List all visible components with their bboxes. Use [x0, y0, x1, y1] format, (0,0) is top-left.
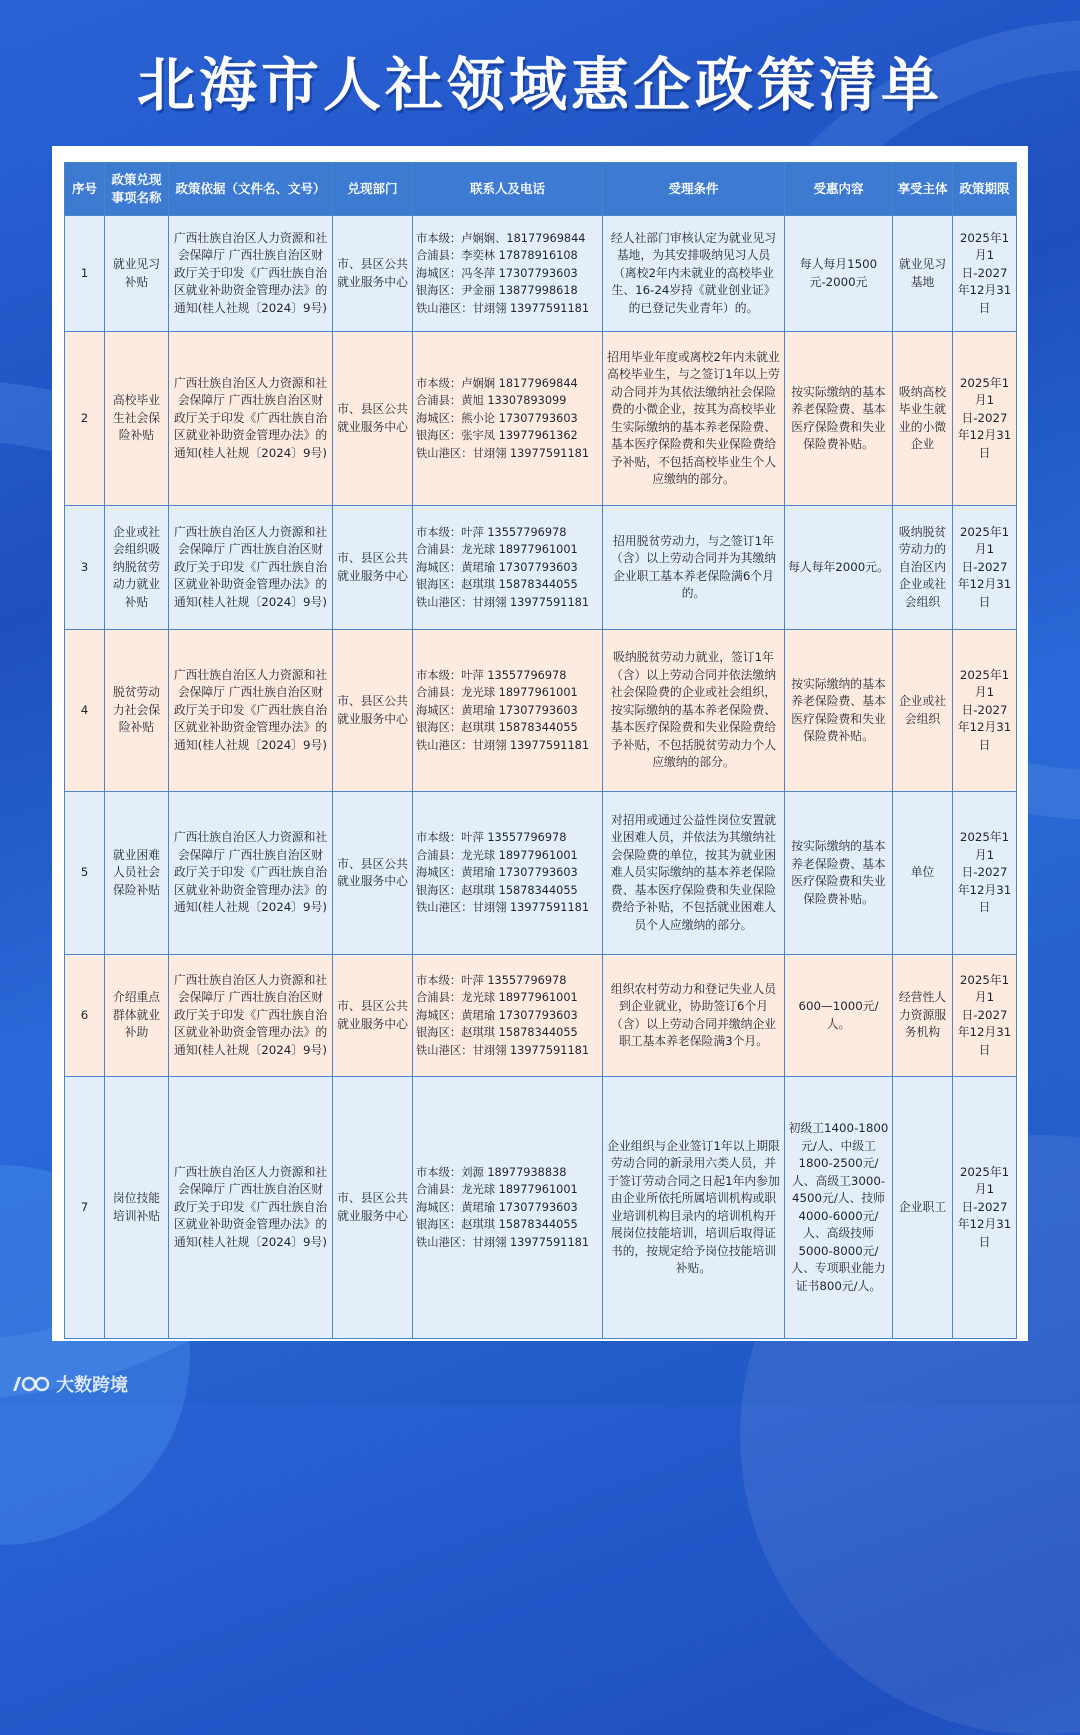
table-header-row [65, 163, 1017, 216]
contact-line: 海城区：黄珺瑜 17307793603 [416, 866, 578, 880]
row-policy-name: 企业或社会组织吸纳脱贫劳动力就业补贴 [105, 506, 169, 630]
table-row [65, 506, 1017, 630]
contact-line: 铁山港区：甘翊翎 13977591181 [416, 901, 590, 915]
row-dept: 市、县区公共就业服务中心 [333, 630, 413, 792]
row-period: 2025年1月1日-2027年12月31日 [953, 955, 1017, 1077]
row-contacts [413, 792, 603, 955]
row-policy-name: 就业见习补贴 [105, 216, 169, 332]
header-contacts: 联系人及电话 [413, 163, 603, 216]
contact-line: 海城区：黄珺瑜 17307793603 [416, 1008, 578, 1022]
table-row [65, 792, 1017, 955]
row-period: 2025年1月1日-2027年12月31日 [953, 216, 1017, 332]
contact-line: 银海区：赵琪琪 15878344055 [416, 578, 578, 592]
row-no: 1 [65, 216, 105, 332]
row-subject: 企业职工 [893, 1077, 953, 1339]
header-dept: 兑现部门 [333, 163, 413, 216]
policy-table-panel [52, 146, 1028, 1341]
table-row [65, 630, 1017, 792]
contact-line: 海城区：熊小论 17307793603 [416, 411, 578, 425]
contact-line: 合浦县：龙光球 18977961001 [416, 543, 578, 557]
contact-line: 市本级：叶萍 13557796978 [416, 525, 567, 539]
row-dept: 市、县区公共就业服务中心 [333, 792, 413, 955]
row-subject: 单位 [893, 792, 953, 955]
row-dept: 市、县区公共就业服务中心 [333, 955, 413, 1077]
row-condition: 组织农村劳动力和登记失业人员到企业就业，协助签订6个月（含）以上劳动合同并缴纳企业职工基本养老保险满3个月。 [603, 955, 785, 1077]
row-no: 3 [65, 506, 105, 630]
contact-line: 铁山港区：甘翊翎 13977591181 [416, 301, 590, 315]
brand-watermark [10, 1371, 128, 1397]
contact-line: 海城区：黄珺瑜 17307793603 [416, 560, 578, 574]
contact-line: 铁山港区：甘翊翎 13977591181 [416, 446, 590, 460]
row-subject: 就业见习基地 [893, 216, 953, 332]
row-subject: 企业或社会组织 [893, 630, 953, 792]
row-basis: 广西壮族自治区人力资源和社会保障厅 广西壮族自治区财政厅关于印发《广西壮族自治区就业补助资金管理办法》的通知(桂人社规〔2024〕9号) [169, 332, 333, 506]
row-contacts [413, 506, 603, 630]
header-condition: 受理条件 [603, 163, 785, 216]
header-name: 政策兑现事项名称 [105, 163, 169, 216]
contact-line: 合浦县：李奕林 17878916108 [416, 249, 578, 263]
contact-line: 铁山港区：甘翊翎 13977591181 [416, 738, 590, 752]
row-subject: 经营性人力资源服务机构 [893, 955, 953, 1077]
contact-line: 铁山港区：甘翊翎 13977591181 [416, 595, 590, 609]
contact-line: 铁山港区：甘翊翎 13977591181 [416, 1043, 590, 1057]
row-no: 4 [65, 630, 105, 792]
contact-line: 银海区：张宇凤 13977961362 [416, 429, 578, 443]
header-subject: 享受主体 [893, 163, 953, 216]
row-policy-name: 介绍重点群体就业补助 [105, 955, 169, 1077]
row-period: 2025年1月1日-2027年12月31日 [953, 630, 1017, 792]
row-dept: 市、县区公共就业服务中心 [333, 332, 413, 506]
contact-line: 市本级：叶萍 13557796978 [416, 973, 567, 987]
row-benefit: 按实际缴纳的基本养老保险费、基本医疗保险费和失业保险费补贴。 [785, 332, 893, 506]
row-condition: 招用脱贫劳动力，与之签订1年（含）以上劳动合同并为其缴纳企业职工基本养老保险满6个月的。 [603, 506, 785, 630]
row-no: 6 [65, 955, 105, 1077]
row-benefit: 按实际缴纳的基本养老保险费、基本医疗保险费和失业保险费补贴。 [785, 630, 893, 792]
contact-line: 铁山港区：甘翊翎 13977591181 [416, 1235, 590, 1249]
contact-line: 海城区：冯冬萍 17307793603 [416, 266, 578, 280]
row-dept: 市、县区公共就业服务中心 [333, 216, 413, 332]
row-policy-name: 岗位技能培训补贴 [105, 1077, 169, 1339]
table-row [65, 216, 1017, 332]
row-policy-name: 就业困难人员社会保险补贴 [105, 792, 169, 955]
row-subject: 吸纳脱贫劳动力的自治区内企业或社会组织 [893, 506, 953, 630]
table-row [65, 1077, 1017, 1339]
row-policy-name: 脱贫劳动力社会保险补贴 [105, 630, 169, 792]
row-basis: 广西壮族自治区人力资源和社会保障厅 广西壮族自治区财政厅关于印发《广西壮族自治区就业补助资金管理办法》的通知(桂人社规〔2024〕9号) [169, 216, 333, 332]
row-contacts [413, 955, 603, 1077]
table-row [65, 332, 1017, 506]
contact-line: 银海区：赵琪琪 15878344055 [416, 883, 578, 897]
contact-line: 市本级：叶萍 13557796978 [416, 831, 567, 845]
row-basis: 广西壮族自治区人力资源和社会保障厅 广西壮族自治区财政厅关于印发《广西壮族自治区就业补助资金管理办法》的通知(桂人社规〔2024〕9号) [169, 955, 333, 1077]
row-contacts [413, 216, 603, 332]
row-benefit: 每人每月1500元-2000元 [785, 216, 893, 332]
contact-line: 银海区：赵琪琪 15878344055 [416, 1218, 578, 1232]
row-contacts [413, 630, 603, 792]
row-basis: 广西壮族自治区人力资源和社会保障厅 广西壮族自治区财政厅关于印发《广西壮族自治区就业补助资金管理办法》的通知(桂人社规〔2024〕9号) [169, 1077, 333, 1339]
row-no: 7 [65, 1077, 105, 1339]
contact-line: 合浦县：黄旭 13307893099 [416, 394, 567, 408]
header-basis: 政策依据（文件名、文号） [169, 163, 333, 216]
header-period: 政策期限 [953, 163, 1017, 216]
contact-line: 海城区：黄珺瑜 17307793603 [416, 1200, 578, 1214]
contact-line: 海城区：黄珺瑜 17307793603 [416, 703, 578, 717]
row-condition: 经人社部门审核认定为就业见习基地，为其安排吸纳见习人员（离校2年内未就业的高校毕业生、16-24岁持《就业创业证》的已登记失业青年）的。 [603, 216, 785, 332]
row-no: 2 [65, 332, 105, 506]
contact-line: 银海区：赵琪琪 15878344055 [416, 721, 578, 735]
contact-line: 合浦县：龙光球 18977961001 [416, 848, 578, 862]
row-benefit: 按实际缴纳的基本养老保险费、基本医疗保险费和失业保险费补贴。 [785, 792, 893, 955]
row-condition: 企业组织与企业签订1年以上期限劳动合同的新录用六类人员，并于签订劳动合同之日起1年内参加由企业所依托所属培训机构或职业培训机构目录内的培训机构开展岗位技能培训，培训后取得证书的，按规定给予岗位技能培训补贴。 [603, 1077, 785, 1339]
row-dept: 市、县区公共就业服务中心 [333, 506, 413, 630]
row-period: 2025年1月1日-2027年12月31日 [953, 332, 1017, 506]
row-policy-name: 高校毕业生社会保险补贴 [105, 332, 169, 506]
row-benefit: 每人每年2000元。 [785, 506, 893, 630]
page-title: 北海市人社领域惠企政策清单 [136, 51, 943, 119]
header-benefit: 受惠内容 [785, 163, 893, 216]
row-basis: 广西壮族自治区人力资源和社会保障厅 广西壮族自治区财政厅关于印发《广西壮族自治区就业补助资金管理办法》的通知(桂人社规〔2024〕9号) [169, 506, 333, 630]
contact-line: 合浦县：龙光球 18977961001 [416, 1183, 578, 1197]
contact-line: 合浦县：龙光球 18977961001 [416, 991, 578, 1005]
brand-logo-icon [10, 1373, 50, 1395]
row-period: 2025年1月1日-2027年12月31日 [953, 506, 1017, 630]
row-benefit: 初级工1400-1800元/人、中级工1800-2500元/人、高级工3000-4500元/人、技师4000-6000元/人、高级技师5000-8000元/人、专项职业能力证书800元/人。 [785, 1077, 893, 1339]
row-condition: 吸纳脱贫劳动力就业，签订1年（含）以上劳动合同并依法缴纳社会保险费的企业或社会组织，按实际缴纳的基本养老保险费、基本医疗保险费和失业保险费给予补贴，不包括脱贫劳动力个人应缴纳的部分。 [603, 630, 785, 792]
row-benefit: 600—1000元/人。 [785, 955, 893, 1077]
contact-line: 市本级：卢娴娴 18177969844 [416, 376, 578, 390]
row-subject: 吸纳高校毕业生就业的小微企业 [893, 332, 953, 506]
row-period: 2025年1月1日-2027年12月31日 [953, 1077, 1017, 1339]
contact-line: 合浦县：龙光球 18977961001 [416, 686, 578, 700]
row-basis: 广西壮族自治区人力资源和社会保障厅 广西壮族自治区财政厅关于印发《广西壮族自治区就业补助资金管理办法》的通知(桂人社规〔2024〕9号) [169, 792, 333, 955]
policy-table [64, 162, 1017, 1339]
contact-line: 市本级：叶萍 13557796978 [416, 668, 567, 682]
contact-line: 银海区：赵琪琪 15878344055 [416, 1026, 578, 1040]
row-condition: 招用毕业年度或离校2年内未就业高校毕业生，与之签订1年以上劳动合同并为其依法缴纳社会保险费的小微企业，按其为高校毕业生实际缴纳的基本养老保险费、基本医疗保险费和失业保险费给予补贴，不包括高校毕业生个人应缴纳的部分。 [603, 332, 785, 506]
row-condition: 对招用或通过公益性岗位安置就业困难人员，并依法为其缴纳社会保险费的单位，按其为就业困难人员实际缴纳的基本养老保险费、基本医疗保险费和失业保险费给予补贴，不包括就业困难人员个人应缴纳的部分。 [603, 792, 785, 955]
contact-line: 银海区：尹金丽 13877998618 [416, 284, 578, 298]
row-contacts [413, 1077, 603, 1339]
table-row [65, 955, 1017, 1077]
row-no: 5 [65, 792, 105, 955]
row-basis: 广西壮族自治区人力资源和社会保障厅 广西壮族自治区财政厅关于印发《广西壮族自治区就业补助资金管理办法》的通知(桂人社规〔2024〕9号) [169, 630, 333, 792]
contact-line: 市本级：卢娴娴、18177969844 [416, 231, 586, 245]
contact-line: 市本级：刘源 18977938838 [416, 1165, 567, 1179]
row-contacts [413, 332, 603, 506]
row-dept: 市、县区公共就业服务中心 [333, 1077, 413, 1339]
brand-name: 大数跨境 [56, 1375, 128, 1396]
header-no: 序号 [65, 163, 105, 216]
row-period: 2025年1月1日-2027年12月31日 [953, 792, 1017, 955]
